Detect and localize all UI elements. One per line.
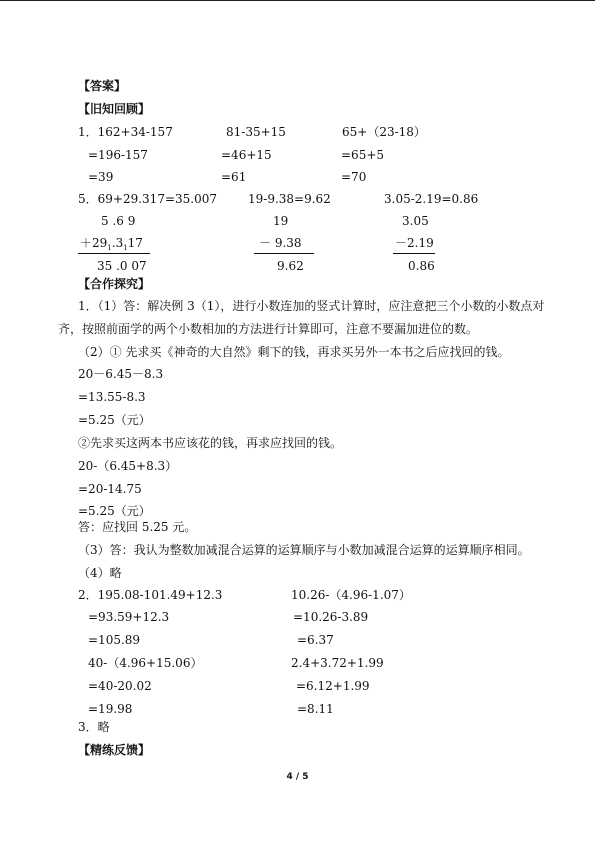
vertical-sub1-rule xyxy=(254,253,314,254)
expr-3-2: =61 xyxy=(221,170,247,184)
calc-line-2: =13.55-8.3 xyxy=(78,390,146,404)
calc-line-6: =20-14.75 xyxy=(78,482,142,496)
q2-line3-left: =105.89 xyxy=(88,633,141,647)
vertical-sub2-second: －2.19 xyxy=(395,236,434,250)
para-3: （3）答：我认为整数加减混合运算的运算顺序与小数加减混合运算的运算顺序相同。 xyxy=(78,543,530,557)
q2-line5-left: =40-20.02 xyxy=(88,679,152,693)
page-number: 4 / 5 xyxy=(286,772,309,782)
q2-line1-left: 2．195.08-101.49+12.3 xyxy=(78,588,223,602)
q3-line: 3．略 xyxy=(78,720,110,734)
vertical-sub2-top: 3.05 xyxy=(402,214,429,228)
calc-line-3: =5.25（元） xyxy=(78,413,151,427)
expr-5-2: 19-9.38=9.62 xyxy=(248,192,331,206)
vertical-sub2-result: 0.86 xyxy=(408,259,435,273)
q2-line1-right: 10.26-（4.96-1.07） xyxy=(291,588,411,602)
para-1-line1: 1．（1）答：解决例 3（1），进行小数连加的竖式计算时，应注意把三个小数的小数点对 xyxy=(78,299,545,313)
vertical-add-rule xyxy=(78,253,150,254)
expr-3-3: =70 xyxy=(341,170,367,184)
q2-line3-right: =6.37 xyxy=(297,633,334,647)
expr-2-1: =196-157 xyxy=(88,148,148,162)
vertical-add-second: $+29_1.3_117$ xyxy=(80,236,143,252)
heading-review: 【旧知回顾】 xyxy=(78,102,151,116)
heading-answer: 【答案】 xyxy=(78,79,127,93)
answer-line: 答：应找回 5.25 元。 xyxy=(78,520,197,534)
vertical-sub2-rule xyxy=(393,253,435,254)
para-4: （4）略 xyxy=(78,566,122,580)
q2-line2-left: =93.59+12.3 xyxy=(88,610,170,624)
q2-line5-right: =6.12+1.99 xyxy=(296,679,370,693)
expr-2-3: =65+5 xyxy=(341,148,385,162)
para-2: （2）① 先求买《神奇的大自然》剩下的钱，再求买另外一本书之后应找回的钱。 xyxy=(78,345,510,359)
vertical-sub1-top: 19 xyxy=(273,214,289,228)
calc-line-7: =5.25（元） xyxy=(78,504,151,518)
vertical-add-result: 35 .0 07 xyxy=(97,259,147,273)
q2-line4-right: 2.4+3.72+1.99 xyxy=(291,656,384,670)
calc-line-5: 20-（6.45+8.3） xyxy=(78,459,178,473)
top-rule xyxy=(0,0,595,1)
expr-1-3: 65+（23-18） xyxy=(342,125,426,139)
expr-3-1: =39 xyxy=(88,170,114,184)
q2-line2-right: =10.26-3.89 xyxy=(293,610,369,624)
vertical-sub1-second: － 9.38 xyxy=(259,236,302,250)
expr-1-1: 1．162+34-157 xyxy=(78,125,173,139)
heading-coop: 【合作探究】 xyxy=(78,277,151,291)
expr-2-2: =46+15 xyxy=(221,148,272,162)
carry-mark: 1 xyxy=(107,244,112,252)
calc-line-1: 20－6.45－8.3 xyxy=(78,367,164,381)
q2-line4-left: 40-（4.96+15.06） xyxy=(88,656,203,670)
expr-5-1: 5．69+29.317=35.007 xyxy=(78,192,217,206)
heading-practice: 【精练反馈】 xyxy=(78,743,151,757)
carry-mark: 1 xyxy=(123,244,128,252)
vertical-add-top: 5 .6 9 xyxy=(101,214,136,228)
q2-line6-right: =8.11 xyxy=(297,702,334,716)
expr-1-2: 81-35+15 xyxy=(226,125,286,139)
expr-5-3: 3.05-2.19=0.86 xyxy=(384,192,479,206)
calc-line-4: ②先求买这两本书应该花的钱，再求应找回的钱。 xyxy=(78,436,343,450)
vertical-sub1-result: 9.62 xyxy=(277,259,304,273)
para-1-line2: 齐，按照前面学的两个小数相加的方法进行计算即可，注意不要漏加进位的数。 xyxy=(58,322,479,336)
q2-line6-left: =19.98 xyxy=(88,702,133,716)
